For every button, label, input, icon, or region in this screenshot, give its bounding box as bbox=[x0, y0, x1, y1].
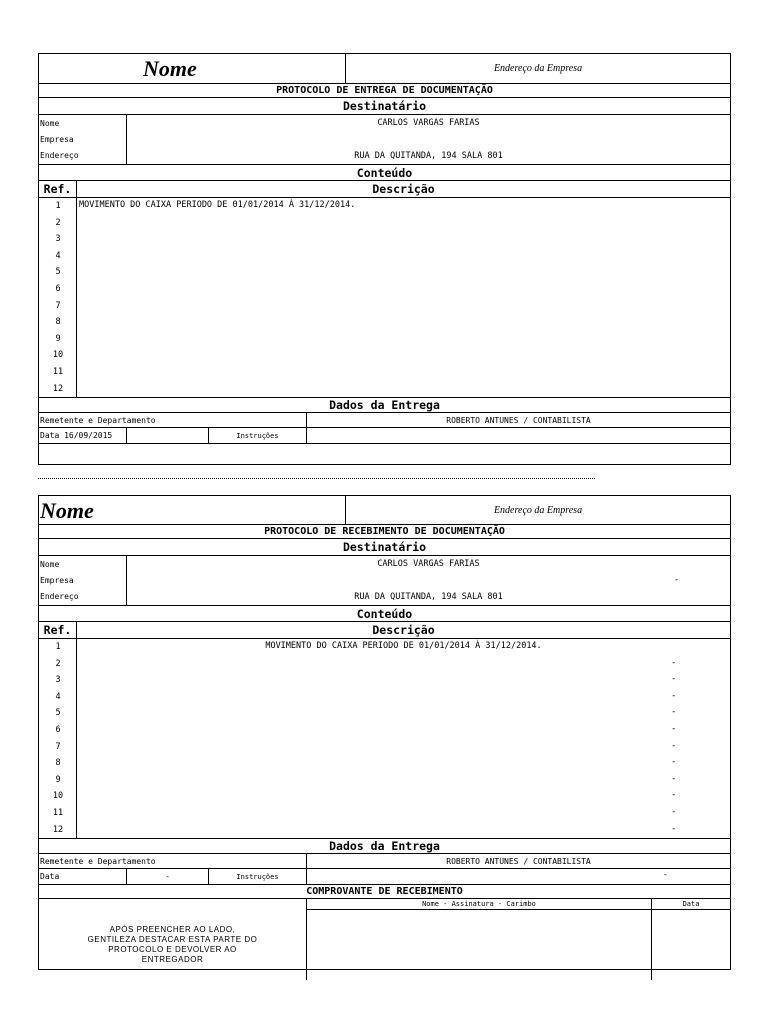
date-value-cell bbox=[126, 428, 208, 443]
return-instruction-line: ENTREGADOR bbox=[141, 955, 204, 964]
ref-header: Ref. bbox=[43, 623, 72, 637]
content-header-text: Conteúdo bbox=[356, 607, 413, 621]
item-ref: 8 bbox=[55, 758, 61, 769]
item-ref: 3 bbox=[55, 234, 61, 245]
name-label: Nome bbox=[40, 560, 60, 569]
recipient-values bbox=[126, 115, 730, 164]
item-ref: 3 bbox=[55, 675, 61, 686]
date-label: Data 16/09/2015 bbox=[40, 431, 113, 440]
return-instruction-line: APÓS PREENCHER AO LADO, bbox=[109, 925, 236, 934]
item-ref: 1 bbox=[55, 201, 61, 211]
item-mark: - bbox=[671, 724, 677, 734]
item-ref: 4 bbox=[55, 691, 61, 702]
item-mark: - bbox=[671, 657, 677, 668]
address-label: Endereço bbox=[40, 592, 79, 601]
receipt-protocol-form bbox=[38, 495, 731, 970]
date-value: - bbox=[126, 869, 208, 884]
company-label: Empresa bbox=[40, 135, 74, 144]
signature-header: Nome - Assinatura - Carimbo bbox=[307, 899, 651, 910]
form-title bbox=[39, 525, 730, 539]
recipient-header-text: Destinatário bbox=[342, 99, 427, 113]
item-ref: 7 bbox=[55, 300, 61, 311]
delivery-protocol-form bbox=[38, 53, 731, 465]
sender-label: Remetente e Departamento bbox=[40, 857, 156, 866]
item-ref: 11 bbox=[52, 808, 64, 818]
items-table bbox=[39, 198, 730, 398]
item-mark: - bbox=[671, 790, 677, 801]
form-title-text: PROTOCOLO DE ENTREGA DE DOCUMENTAÇÃO bbox=[276, 85, 493, 96]
item-ref: 12 bbox=[52, 824, 64, 835]
receipt-header bbox=[39, 885, 730, 899]
sender-row bbox=[39, 854, 730, 869]
recipient-header bbox=[39, 98, 730, 115]
ref-column bbox=[39, 198, 76, 397]
item-ref: 2 bbox=[55, 217, 61, 228]
receipt-date-area[interactable] bbox=[651, 899, 730, 980]
receipt-date-header: Data bbox=[652, 899, 730, 910]
item-mark: - bbox=[671, 674, 677, 685]
items-header bbox=[39, 622, 730, 639]
form-title-text: PROTOCOLO DE RECEBIMENTO DE DOCUMENTAÇÃO bbox=[264, 526, 505, 537]
instructions-label: Instruções bbox=[208, 869, 306, 884]
item-ref: 6 bbox=[55, 725, 61, 735]
instructions-value bbox=[306, 869, 730, 884]
company-address: Endereço da Empresa bbox=[345, 496, 730, 524]
recipient-labels bbox=[40, 556, 126, 605]
description-column bbox=[76, 198, 730, 397]
return-instruction-line: GENTILEZA DESTACAR ESTA PARTE DO bbox=[87, 935, 258, 944]
item-mark: - bbox=[671, 807, 677, 817]
item-ref: 11 bbox=[52, 367, 64, 377]
receipt-block bbox=[39, 899, 730, 980]
item-ref: 4 bbox=[55, 250, 61, 261]
footer-spacer bbox=[39, 444, 730, 460]
recipient-header bbox=[39, 539, 730, 556]
item-ref: 2 bbox=[55, 658, 61, 669]
items-table bbox=[39, 639, 730, 839]
form-header bbox=[39, 496, 730, 525]
company-label: Empresa bbox=[40, 576, 74, 585]
recipient-name: CARLOS VARGAS FARIAS bbox=[377, 559, 480, 569]
date-row bbox=[39, 428, 730, 444]
recipient-header-text: Destinatário bbox=[342, 540, 427, 554]
recipient-labels bbox=[40, 115, 126, 164]
sender-label: Remetente e Departamento bbox=[40, 416, 156, 425]
item-mark: - bbox=[671, 707, 677, 718]
company-logo-text: Nome bbox=[143, 56, 197, 81]
return-instructions bbox=[39, 899, 306, 980]
recipient-address: RUA DA QUITANDA, 194 SALA 801 bbox=[354, 592, 503, 602]
item-ref: 10 bbox=[52, 350, 64, 361]
item-ref: 1 bbox=[55, 642, 61, 652]
item-ref: 5 bbox=[55, 267, 61, 278]
description-header: Descrição bbox=[76, 181, 730, 197]
sender-value: ROBERTO ANTUNES / CONTABILISTA bbox=[306, 413, 730, 427]
receipt-header-text: COMPROVANTE DE RECEBIMENTO bbox=[306, 886, 463, 897]
delivery-header bbox=[39, 839, 730, 854]
delivery-header bbox=[39, 398, 730, 413]
description-column bbox=[76, 639, 730, 838]
recipient-address: RUA DA QUITANDA, 194 SALA 801 bbox=[354, 151, 503, 161]
item-mark: - bbox=[671, 773, 677, 784]
item-mark: - bbox=[671, 823, 677, 834]
item-ref: 10 bbox=[52, 791, 64, 802]
form-header bbox=[39, 54, 730, 84]
item-ref: 8 bbox=[55, 317, 61, 328]
description-header: Descrição bbox=[76, 622, 730, 638]
recipient-block bbox=[39, 556, 730, 606]
ref-header: Ref. bbox=[43, 182, 72, 196]
item-ref: 7 bbox=[55, 741, 61, 752]
recipient-values bbox=[126, 556, 730, 605]
item-description: MOVIMENTO DO CAIXA PERIODO DE 01/01/2014 À 31/12/2014. bbox=[265, 641, 542, 651]
return-instruction-line: PROTOCOLO E DEVOLVER AO bbox=[108, 945, 237, 954]
delivery-header-text: Dados da Entrega bbox=[329, 839, 440, 853]
sender-row bbox=[39, 413, 730, 428]
content-header bbox=[39, 606, 730, 622]
ref-column bbox=[39, 639, 76, 838]
item-ref: 9 bbox=[55, 333, 61, 344]
item-mark: - bbox=[671, 740, 677, 751]
item-description: MOVIMENTO DO CAIXA PERIODO DE 01/01/2014 À 31/12/2014. bbox=[79, 200, 356, 210]
instructions-dash: - bbox=[663, 870, 668, 879]
delivery-header-text: Dados da Entrega bbox=[329, 398, 440, 412]
item-mark: - bbox=[671, 757, 677, 768]
instructions-label: Instruções bbox=[208, 428, 306, 443]
cut-line bbox=[38, 478, 595, 479]
recipient-name: CARLOS VARGAS FARIAS bbox=[377, 118, 480, 128]
item-ref: 5 bbox=[55, 708, 61, 719]
name-label: Nome bbox=[40, 119, 60, 128]
item-ref: 9 bbox=[55, 774, 61, 785]
sender-value: ROBERTO ANTUNES / CONTABILISTA bbox=[306, 854, 730, 868]
company-logo-text: Nome bbox=[40, 498, 94, 523]
item-ref: 6 bbox=[55, 284, 61, 294]
address-label: Endereço bbox=[40, 151, 79, 160]
date-label: Data bbox=[40, 872, 60, 881]
item-mark: - bbox=[671, 690, 677, 701]
signature-area[interactable] bbox=[306, 899, 651, 980]
form-title bbox=[39, 84, 730, 98]
recipient-block bbox=[39, 115, 730, 165]
content-header-text: Conteúdo bbox=[356, 166, 413, 180]
items-header bbox=[39, 181, 730, 198]
company-address: Endereço da Empresa bbox=[345, 54, 730, 83]
date-row bbox=[39, 869, 730, 885]
recipient-company: - bbox=[674, 575, 680, 585]
content-header bbox=[39, 165, 730, 181]
instructions-value-cell bbox=[306, 428, 730, 443]
item-ref: 12 bbox=[52, 383, 64, 394]
